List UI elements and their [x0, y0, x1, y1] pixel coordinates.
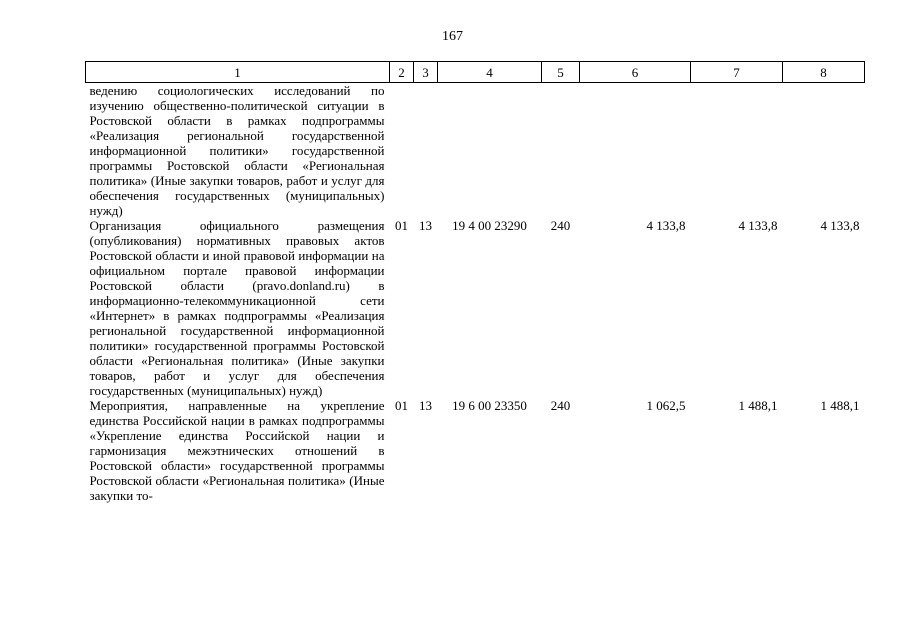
- row-amount-year-2: 1 488,1: [738, 398, 778, 413]
- header-col-8: 8: [783, 62, 865, 83]
- row-amount-year-1: 4 133,8: [646, 218, 686, 233]
- header-col-7: 7: [691, 62, 783, 83]
- row-section: 01: [395, 398, 408, 413]
- budget-table: [85, 61, 865, 503]
- page-number: 167: [442, 29, 463, 44]
- row-amount-year-1: [580, 83, 691, 219]
- table-header-row: [86, 62, 865, 83]
- header-col-2: 2: [390, 62, 414, 83]
- table-row: [86, 83, 865, 219]
- row-section: [390, 83, 414, 219]
- row-subsection: 13: [419, 398, 432, 413]
- header-col-6: 6: [580, 62, 691, 83]
- row-amount-year-1: 1 062,5: [646, 398, 686, 413]
- row-target-article: 19 6 00 23350: [452, 398, 527, 413]
- row-amount-year-3: [783, 83, 865, 219]
- row-description: Организация официального размещения (опубликования) нормативных правовых актов Ростовской области и иной правовой информации на официальном портале правовой информации Ростовской области (pravo.donland.ru) в информационно-телекоммуникационной сети «Интернет» в рамках подпрограммы «Реализация региональной государственной информационной политики» государственной программы Ростовской области «Региональная политика» (Иные закупки товаров, работ и услуг для обеспечения государственных (муниципальных) нужд): [89, 218, 385, 398]
- header-col-4: 4: [438, 62, 542, 83]
- row-expense-type: 240: [550, 218, 571, 233]
- row-target-article: 19 4 00 23290: [452, 218, 527, 233]
- table-row: [86, 218, 865, 398]
- row-expense-type: [542, 83, 580, 219]
- row-subsection: 13: [419, 218, 432, 233]
- row-expense-type: 240: [550, 398, 571, 413]
- row-amount-year-3: 1 488,1: [820, 398, 860, 413]
- row-description: ведению социологических исследований по изучению общественно-политической ситуации в Ростовской области в рамках подпрограммы «Реализация региональной государственной информационной политики» государственной программы Ростовской области «Региональная политика» (Иные закупки товаров, работ и услуг для обеспечения государственных (муниципальных) нужд): [89, 83, 385, 218]
- row-subsection: [414, 83, 438, 219]
- row-amount-year-2: [691, 83, 783, 219]
- row-section: 01: [395, 218, 408, 233]
- row-amount-year-2: 4 133,8: [738, 218, 778, 233]
- row-amount-year-3: 4 133,8: [820, 218, 860, 233]
- table-row: [86, 398, 865, 503]
- row-description: Мероприятия, направленные на укрепление единства Российской нации в рамках подпрограммы «Укрепление единства Российской нации и гармонизация межэтнических отношений в Ростовской области» государственной программы Ростовской области «Региональная политика» (Иные закупки то-: [89, 398, 385, 503]
- row-target-article: [438, 83, 542, 219]
- header-col-5: 5: [542, 62, 580, 83]
- header-col-3: 3: [414, 62, 438, 83]
- header-col-1: 1: [86, 62, 390, 83]
